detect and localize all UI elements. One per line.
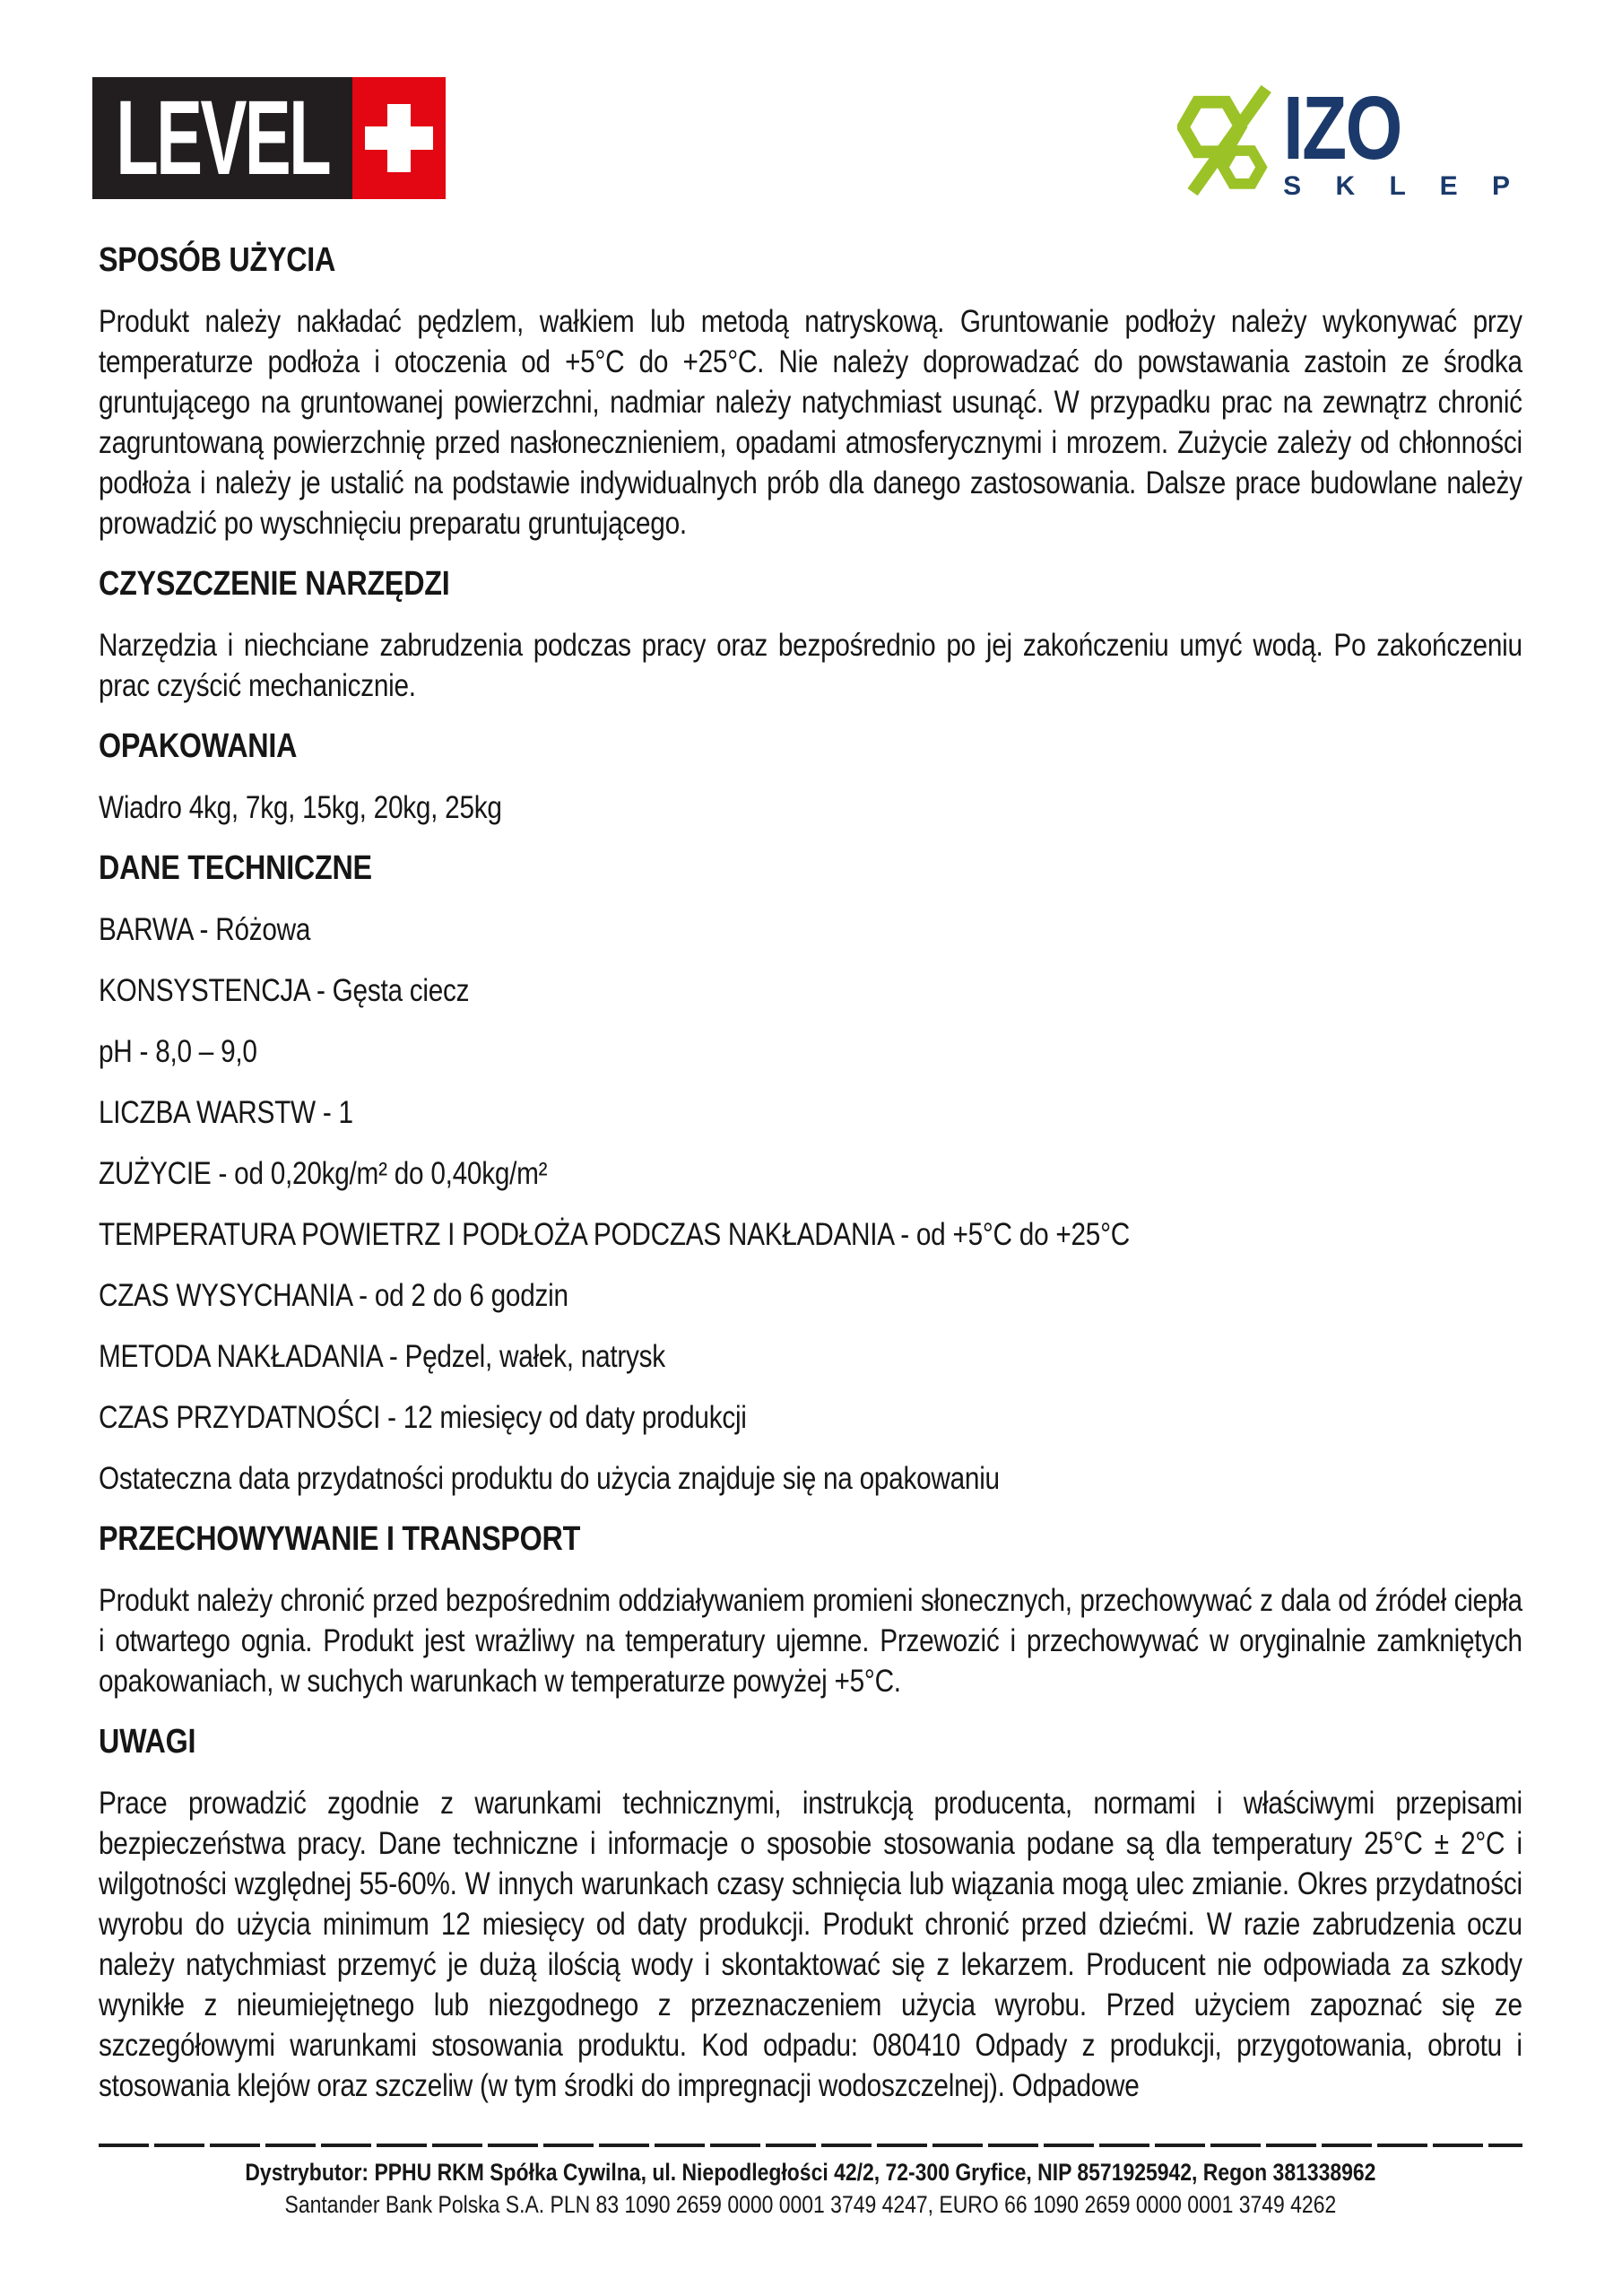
paragraph: Prace prowadzić zgodnie z warunkami technicznymi, instrukcją producenta, normami i właściwymi przepisami bezpieczeństwa pracy. Dane techniczne i informacje o sposobie stosowania podane są dla temperatury 25°C ± 2°C i wilgotności względnej 55-60%. W innych warunkach czasy schnięcia lub wiązania mogą ulec zmianie. Okres przydatności wyrobu do użycia minimum 12 miesięcy od daty produkcji. Produkt chronić przed dziećmi. W razie zabrudzenia oczu należy natychmiast przemyć je dużą ilością wody i skontaktować się z lekarzem. Producent nie odpowiada za szkody wynikłe z nieumiejętnego lub niezgodnego z przeznaczeniem użycia wyrobu. Przed użyciem zapoznać się ze szczegółowymi warunkami stosowania produktu. Kod odpadu: 080410 Odpady z produkcji, przygotowania, obrotu i stosowania klejów oraz szczeliw (w tym środki do impregnacji wodoszczelnej). Odpadowe	[99, 1786, 1522, 2103]
distributor-line: Dystrybutor: PPHU RKM Spółka Cywilna, ul. Niepodległości 42/2, 72-300 Gryfice, NIP 8571925942, Regon 381338962	[245, 2159, 1376, 2186]
level-logo-wordmark-box	[92, 77, 352, 199]
footer-text-block	[99, 2156, 1522, 2221]
paragraph: TEMPERATURA POWIETRZ I PODŁOŻA PODCZAS NAKŁADANIA - od +5°C do +25°C	[99, 1217, 1130, 1252]
footer-divider	[99, 2144, 1522, 2147]
izo-logo-text: IZO	[1283, 78, 1401, 178]
section-heading: DANE TECHNICZNE	[99, 849, 372, 887]
section-uwagi	[99, 1722, 1533, 2106]
paragraph: LICZBA WARSTW - 1	[99, 1095, 353, 1130]
izo-sklep-logo	[1177, 78, 1523, 202]
section-heading: CZYSZCZENIE NARZĘDZI	[99, 565, 450, 603]
level-plus-logo	[92, 77, 446, 199]
bank-account-line: Santander Bank Polska S.A. PLN 83 1090 2659 0000 0001 3749 4247, EURO 66 1090 2659 0000 0001 3749 4262	[284, 2191, 1337, 2218]
paragraph: Wiadro 4kg, 7kg, 15kg, 20kg, 25kg	[99, 790, 502, 825]
section-sposob-uzycia	[99, 240, 1533, 544]
section-czyszczenie-narzedzi	[99, 564, 1533, 706]
section-heading: PRZECHOWYWANIE I TRANSPORT	[99, 1520, 581, 1558]
document-body	[99, 240, 1533, 2138]
section-heading: SPOSÓB UŻYCIA	[99, 241, 336, 279]
paragraph: CZAS PRZYDATNOŚCI - 12 miesięcy od daty produkcji	[99, 1400, 747, 1435]
paragraph: ZUŻYCIE - od 0,20kg/m² do 0,40kg/m²	[99, 1156, 548, 1191]
section-przechowywanie-i-transport	[99, 1519, 1533, 1701]
paragraph: KONSYSTENCJA - Gęsta ciecz	[99, 973, 470, 1008]
paragraph: Ostateczna data przydatności produktu do użycia znajduje się na opakowaniu	[99, 1461, 1000, 1496]
header	[92, 77, 1523, 199]
izo-logo-subtext: S K L E P	[1283, 171, 1523, 201]
izo-logo-text-block	[1283, 78, 1523, 202]
paragraph: BARWA - Różowa	[99, 912, 311, 947]
paragraph: Produkt należy nakładać pędzlem, wałkiem lub metodą natryskową. Gruntowanie podłoży należy wykonywać przy temperaturze podłoża i otoczenia od +5°C do +25°C. Nie należy doprowadzać do powstawania zastoin ze środka gruntującego na gruntowanej powierzchni, nadmiar należy natychmiast usunąć. W przypadku prac na zewnątrz chronić zagruntowaną powierzchnię przed nasłonecznieniem, opadami atmosferycznymi i mrozem. Zużycie zależy od chłonności podłoża i należy je ustalić na podstawie indywidualnych prób dla danego zastosowania. Dalsze prace budowlane należy prowadzić po wyschnięciu preparatu gruntującego.	[99, 304, 1522, 541]
section-dane-techniczne	[99, 848, 1533, 1499]
section-heading: UWAGI	[99, 1723, 196, 1761]
paragraph: Produkt należy chronić przed bezpośrednim oddziaływaniem promieni słonecznych, przechowywać z dala od źródeł ciepła i otwartego ognia. Produkt jest wrażliwy na temperatury ujemne. Przewozić i przechowywać w oryginalnie zamkniętych opakowaniach, w suchych warunkach w temperaturze powyżej +5°C.	[99, 1583, 1522, 1699]
section-heading: OPAKOWANIA	[99, 727, 298, 765]
plus-icon-horizontal-bar	[365, 126, 433, 150]
paragraph: CZAS WYSYCHANIA - od 2 do 6 godzin	[99, 1278, 568, 1313]
paragraph: Narzędzia i niechciane zabrudzenia podczas pracy oraz bezpośrednio po jej zakończeniu umyć wodą. Po zakończeniu prac czyścić mechanicznie.	[99, 628, 1522, 703]
hexagon-percent-icon	[1177, 84, 1278, 196]
plus-icon	[352, 77, 446, 199]
footer	[99, 2144, 1522, 2221]
section-opakowania	[99, 726, 1533, 828]
paragraph: METODA NAKŁADANIA - Pędzel, wałek, natrysk	[99, 1339, 665, 1374]
level-logo-text: LEVEL	[116, 79, 329, 197]
paragraph: pH - 8,0 – 9,0	[99, 1034, 257, 1069]
